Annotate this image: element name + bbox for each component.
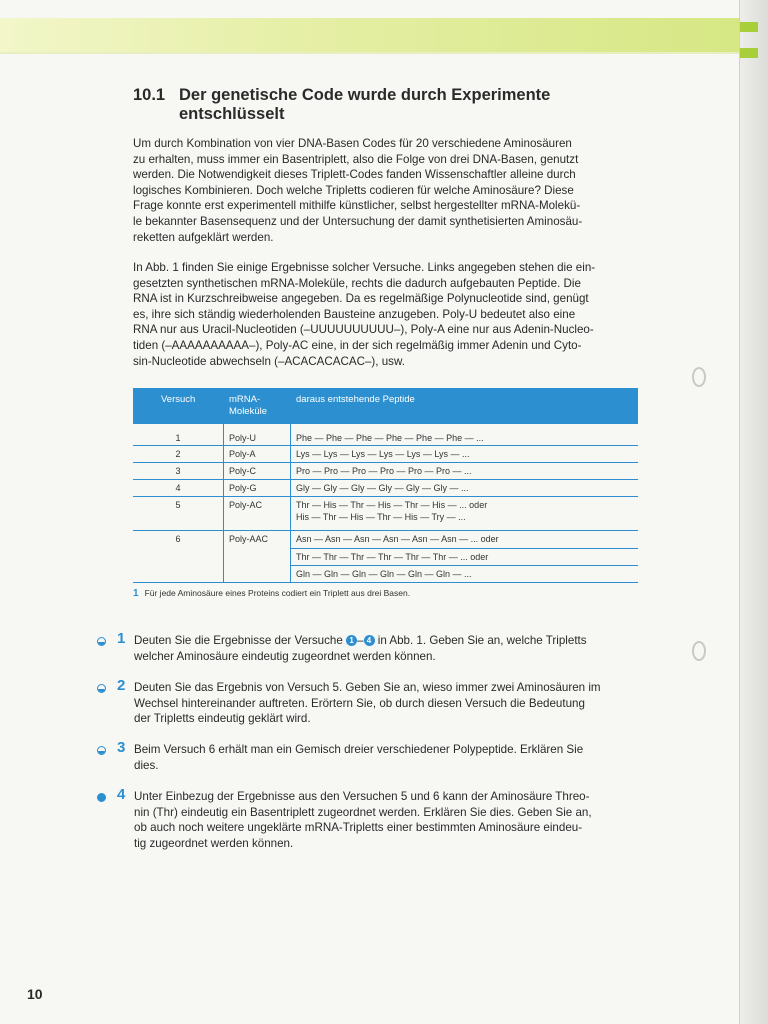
text-line: Um durch Kombination von vier DNA-Basen Codes für 20 verschiedene Aminosäuren [133, 137, 572, 150]
table-header [133, 388, 638, 424]
intro-paragraph [133, 136, 638, 245]
cell-nr: 5 [175, 500, 181, 510]
table-row [290, 565, 638, 583]
header-versuch: Versuch [161, 394, 196, 405]
text-line: RNA ist in Kurzschreibweise angegeben. Da es regelmäßige Polynucleotide sind, genügt [133, 292, 589, 306]
text-line: zu erhalten, muss immer ein Basentriplett, also die Folge von drei DNA-Basen, genutzt [133, 152, 579, 166]
task-text [134, 680, 644, 727]
cell-mrna: Poly-C [229, 466, 257, 476]
edge-tab-marker [740, 48, 758, 58]
text-line: gesetzten synthetischen mRNA-Moleküle, rechts die dadurch aufgebauten Peptide. Die [133, 276, 581, 290]
text-line: der Tripletts eindeutig geklärt wird. [134, 712, 311, 726]
text-line: Beim Versuch 6 erhält man ein Gemisch dreier verschiedener Polypeptide. Erklären Sie [134, 743, 584, 756]
text-line: RNA nur aus Uracil-Nucleotiden (–UUUUUUUUUU–), Poly-A eine nur aus Adenin-Nucleo- [133, 323, 594, 337]
experiment-ref-badge: 4 [364, 635, 375, 646]
text-line: Deuten Sie das Ergebnis von Versuch 5. Geben Sie an, wieso immer zwei Aminosäuren im [134, 681, 601, 694]
cell-nr: 6 [175, 534, 181, 544]
table-row [133, 428, 638, 445]
ref-separator: – [357, 634, 364, 647]
header-band-line [0, 52, 740, 54]
table-row [290, 548, 638, 566]
table-row [133, 496, 638, 531]
task-text [134, 789, 644, 851]
text-line: le bekannter Basensequenz und der Untersuchung der damit synthetisierten Aminosäu- [133, 214, 583, 228]
table-bottom-rule [133, 582, 638, 583]
punch-hole [692, 641, 706, 661]
page-number: 10 [27, 986, 43, 1002]
text-line: tiden (–AAAAAAAAAA–), Poly-AC eine, in der sich regelmäßig immer Adenin und Cyto- [133, 338, 582, 352]
task-number: 3 [117, 739, 126, 756]
text-line: Wechsel hintereinander auftreten. Erörtern Sie, ob durch diesen Versuch die Bedeutung [134, 696, 585, 710]
task-number: 4 [117, 786, 126, 803]
text-line: tig zugeordnet werden können. [134, 836, 294, 850]
cell-peptide: Thr — Thr — Thr — Thr — Thr — Thr — ... oder [296, 552, 489, 562]
cell-mrna: Poly-AAC [229, 534, 269, 544]
cell-mrna: Poly-U [229, 433, 257, 443]
header-mrna-line1: mRNA- [229, 394, 261, 405]
cell-nr: 1 [175, 433, 181, 443]
figure-caption [133, 588, 410, 599]
text-line: logisches Kombinieren. Doch welche Tripletts codieren für welche Aminosäure? Diese [133, 183, 574, 197]
section-title-line2: entschlüsselt [179, 105, 285, 123]
text-line: sin-Nucleotide abwechseln (–ACACACACAC–), usw. [133, 354, 405, 368]
header-peptide: daraus entstehende Peptide [296, 394, 415, 405]
text-line: welcher Aminosäure eindeutig zugeordnet werden können. [134, 649, 436, 663]
cell-peptide: Lys — Lys — Lys — Lys — Lys — Lys — ... [296, 449, 470, 459]
cell-peptide: Pro — Pro — Pro — Pro — Pro — Pro — ... [296, 466, 472, 476]
cell-peptide: Gly — Gly — Gly — Gly — Gly — Gly — ... [296, 483, 469, 493]
cell-nr: 4 [175, 483, 181, 493]
cell-peptide: Phe — Phe — Phe — Phe — Phe — Phe — ... [296, 433, 484, 443]
text-line: Unter Einbezug der Ergebnisse aus den Versuchen 5 und 6 kann der Aminosäure Threo- [134, 790, 590, 803]
page-edge [739, 0, 768, 1024]
table-row [133, 462, 638, 480]
text-line: werden. Die Notwendigkeit dieses Triplett-Codes fanden Wissenschaftler alleine durch [133, 168, 576, 182]
difficulty-dot-icon [97, 637, 106, 646]
section-title-line1: Der genetische Code wurde durch Experimente [179, 86, 551, 104]
text-line: nin (Thr) eindeutig ein Basentriplett zugeordnet werden. Erklären Sie dies. Geben Sie an, [134, 805, 592, 819]
text-line: In Abb. 1 finden Sie einige Ergebnisse solcher Versuche. Links angegeben stehen die ein- [133, 261, 596, 274]
header-mrna-line2: Moleküle [229, 406, 268, 417]
header-color-band [0, 18, 740, 52]
header-mrna [229, 394, 267, 418]
text-fragment: in Abb. 1. Geben Sie an, welche Tripletts [377, 634, 587, 647]
table-row [133, 445, 638, 463]
section-heading [133, 86, 633, 124]
cell-peptide [296, 499, 636, 523]
text-line: dies. [134, 758, 159, 772]
punch-hole [692, 367, 706, 387]
edge-tab-marker [740, 22, 758, 32]
cell-nr: 2 [175, 449, 181, 459]
cell-peptide: Asn — Asn — Asn — Asn — Asn — Asn — ... oder [296, 534, 499, 544]
cell-peptide: Gln — Gln — Gln — Gln — Gln — Gln — ... [296, 569, 472, 579]
text-line: Frage konnte erst experimentell mithilfe künstlicher, selbst hergestellter mRNA-Molekü- [133, 199, 581, 213]
difficulty-dot-icon [97, 793, 106, 802]
text-line: es, ihre sich ständig wiederholenden Bausteine anzugeben. Poly-U bedeutet also eine [133, 307, 576, 321]
peptide-line: Thr — His — Thr — His — Thr — His — ... oder [296, 500, 488, 510]
cell-nr: 3 [175, 466, 181, 476]
table-row [133, 479, 638, 497]
text-line: ob auch noch weitere ungeklärte mRNA-Tripletts einer bestimmten Aminosäure eindeu- [134, 821, 583, 835]
task-number: 1 [117, 630, 126, 647]
task-number: 2 [117, 677, 126, 694]
task-text [134, 633, 644, 664]
text-fragment: Deuten Sie die Ergebnisse der Versuche [134, 634, 343, 647]
experiment-table [133, 388, 638, 582]
difficulty-dot-icon [97, 684, 106, 693]
text-line [134, 633, 644, 649]
peptide-line: His — Thr — His — Thr — His — Try — ... [296, 512, 466, 522]
task-text [134, 742, 644, 773]
method-paragraph [133, 260, 638, 369]
difficulty-dot-icon [97, 746, 106, 755]
section-number: 10.1 [133, 86, 166, 104]
caption-text: Für jede Aminosäure eines Proteins codiert ein Triplett aus drei Basen. [144, 588, 411, 598]
text-line: reketten aufgeklärt werden. [133, 230, 274, 244]
cell-mrna: Poly-AC [229, 500, 263, 510]
cell-mrna: Poly-G [229, 483, 257, 493]
cell-mrna: Poly-A [229, 449, 256, 459]
caption-number: 1 [133, 588, 139, 599]
experiment-ref-badge: 1 [346, 635, 357, 646]
